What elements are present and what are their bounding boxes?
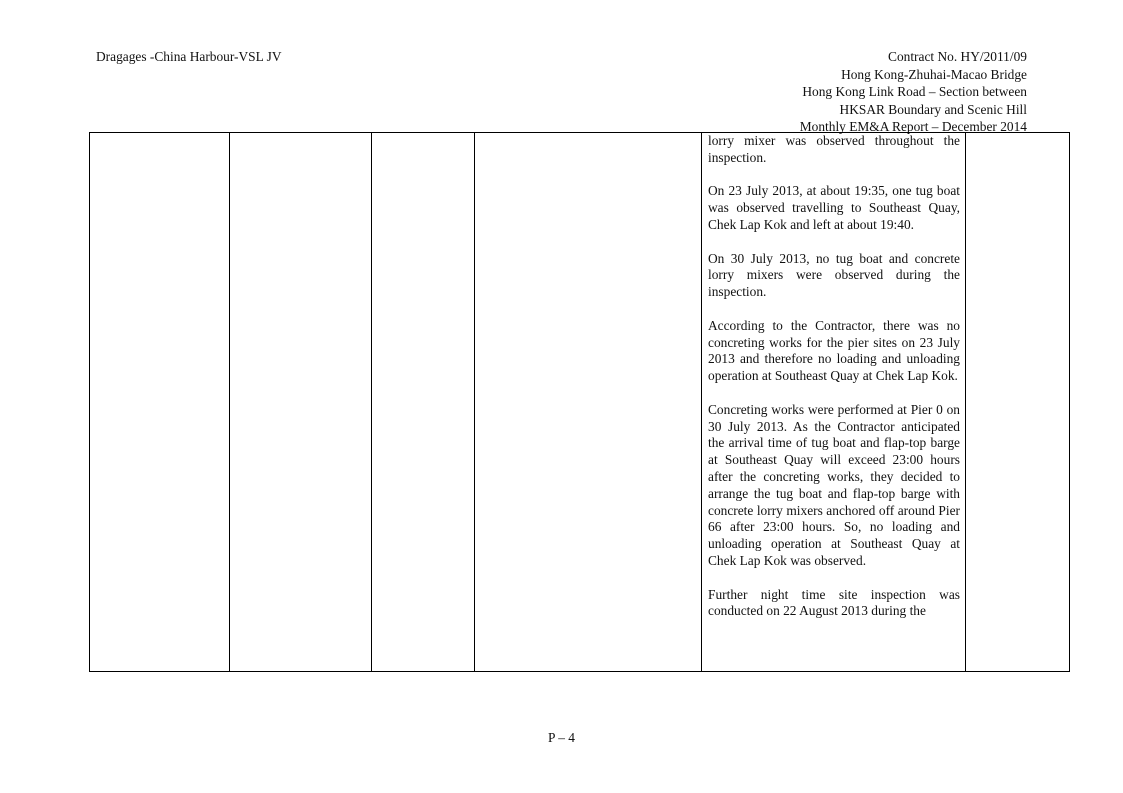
column-divider — [229, 133, 230, 671]
header-right-block — [800, 48, 1027, 136]
observation-cell — [708, 133, 960, 620]
paragraph: According to the Contractor, there was no concreting works for the pier sites on 23 July 2013 and therefore no loading and unloading operation at Southeast Quay at Chek Lap Kok. — [708, 317, 960, 384]
paragraph: lorry mixer was observed throughout the inspection. — [708, 133, 960, 165]
paragraph: On 30 July 2013, no tug boat and concrete lorry mixers were observed during the inspection. — [708, 250, 960, 300]
header-section-line1: Hong Kong Link Road – Section between — [802, 84, 1027, 99]
header-contract-no: Contract No. HY/2011/09 — [888, 49, 1027, 64]
report-table — [89, 132, 1070, 672]
header-project-name: Hong Kong-Zhuhai-Macao Bridge — [841, 66, 1027, 82]
column-divider — [701, 133, 702, 671]
page-number: P – 4 — [547, 730, 576, 745]
column-divider — [965, 133, 966, 671]
paragraph: On 23 July 2013, at about 19:35, one tug boat was observed travelling to Southeast Quay, Chek Lap Kok and left at about 19:40. — [708, 183, 960, 232]
header-report-title: Monthly EM&A Report – December 2014 — [799, 119, 1027, 134]
column-divider — [474, 133, 475, 671]
paragraph: Concreting works were performed at Pier 0 on 30 July 2013. As the Contractor anticipated the arrival time of tug boat and flap-top barge at Southeast Quay will exceed 23:00 hours after the concreting works, they decided to arrange the tug boat and flap-top barge with concrete lorry mixers anchored off around Pier 66 after 23:00 hours. So, no loading and unloading operation at Southeast Quay at Chek Lap Kok was observed. — [708, 401, 960, 568]
header-left-company: Dragages -China Harbour-VSL JV — [96, 49, 282, 64]
paragraph: Further night time site inspection was conducted on 22 August 2013 during the — [708, 586, 960, 619]
header-section-line2: HKSAR Boundary and Scenic Hill — [839, 101, 1027, 117]
column-divider — [371, 133, 372, 671]
